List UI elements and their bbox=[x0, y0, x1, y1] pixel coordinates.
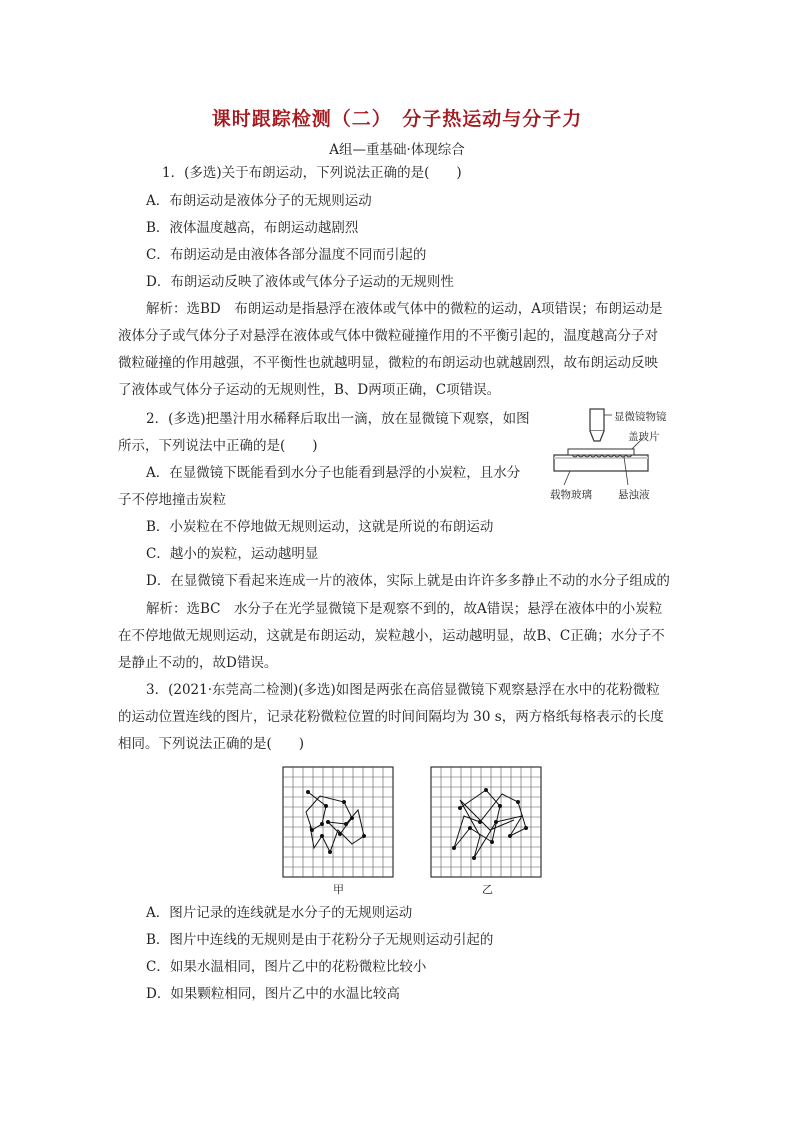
brownian-path-yi bbox=[430, 766, 542, 878]
microscope-figure bbox=[550, 405, 690, 505]
grid-figure-jia bbox=[282, 766, 394, 878]
brownian-path-jia bbox=[282, 766, 394, 878]
q2-analysis-line: 解析：选BC 水分子在光学显微镜下是观察不到的，故A错误；悬浮在液体中的小炭粒 bbox=[146, 601, 663, 617]
q2-option-a-cont: 子不停地撞击炭粒 bbox=[118, 492, 226, 508]
slide-label: 载物玻璃 bbox=[550, 489, 592, 501]
q1-stem: 1．(多选)关于布朗运动，下列说法正确的是( ) bbox=[162, 165, 462, 181]
q2-analysis-line: 在不停地做无规则运动，这就是布朗运动，炭粒越小，运动越明显，故B、C正确；水分子不 bbox=[118, 628, 665, 644]
q2-stem-line: 2．(多选)把墨汁用水稀释后取出一滴，放在显微镜下观察，如图 bbox=[146, 411, 530, 427]
q3-stem-line: 的运动位置连线的图片，记录花粉微粒位置的时间间隔均为 30 s，两方格纸每格表示的长度 bbox=[118, 709, 664, 725]
grid-label-jia: 甲 bbox=[333, 883, 344, 896]
grid-label-yi: 乙 bbox=[482, 883, 493, 896]
grid-figure-yi bbox=[430, 766, 542, 878]
q2-option-a: A．在显微镜下既能看到水分子也能看到悬浮的小炭粒，且水分 bbox=[146, 465, 521, 481]
suspension-label: 悬浊液 bbox=[618, 489, 650, 501]
q2-option-c: C．越小的炭粒，运动越明显 bbox=[146, 546, 319, 562]
q2-stem-line: 所示，下列说法中正确的是( ) bbox=[118, 438, 318, 454]
q3-option-a: A．图片记录的连线就是水分子的无规则运动 bbox=[146, 905, 413, 921]
q3-option-b: B．图片中连线的无规则是由于花粉分子无规则运动引起的 bbox=[146, 932, 494, 948]
q3-option-c: C．如果水温相同，图片乙中的花粉微粒比较小 bbox=[146, 959, 427, 975]
q2-option-b: B．小炭粒在不停地做无规则运动，这就是所说的布朗运动 bbox=[146, 519, 494, 535]
q1-option-b: B．液体温度越高，布朗运动越剧烈 bbox=[146, 220, 359, 236]
q2-analysis-line: 是静止不动的，故D错误。 bbox=[118, 655, 278, 671]
q1-analysis-line: 解析：选BD 布朗运动是指悬浮在液体或气体中的微粒的运动，A项错误；布朗运动是 bbox=[146, 301, 663, 317]
q3-stem-line: 3．(2021·东莞高二检测)(多选)如图是两张在高倍显微镜下观察悬浮在水中的花粉微粒 bbox=[146, 682, 660, 698]
objective-label: 显微镜物镜 bbox=[614, 411, 667, 423]
q1-analysis-line: 微粒碰撞的作用越强，不平衡性也就越明显，微粒的布朗运动也就越剧烈，故布朗运动反映 bbox=[118, 355, 658, 371]
section-subtitle: A组—重基础·体现综合 bbox=[329, 142, 465, 158]
page-title: 课时跟踪检测（二） 分子热运动与分子力 bbox=[211, 108, 583, 130]
q2-option-d: D．在显微镜下看起来连成一片的液体，实际上就是由许许多多静止不动的水分子组成的 bbox=[146, 573, 670, 589]
q3-option-d: D．如果颗粒相同，图片乙中的水温比较高 bbox=[146, 986, 400, 1002]
q1-analysis-line: 液体分子或气体分子对悬浮在液体或气体中微粒碰撞作用的不平衡引起的，温度越高分子对 bbox=[118, 328, 658, 344]
cover-glass-label: 盖玻片 bbox=[628, 431, 660, 443]
q1-option-a: A．布朗运动是液体分子的无规则运动 bbox=[146, 193, 372, 209]
q1-option-c: C．布朗运动是由液体各部分温度不同而引起的 bbox=[146, 247, 427, 263]
q1-option-d: D．布朗运动反映了液体或气体分子运动的无规则性 bbox=[146, 274, 454, 290]
q3-stem-line: 相同。下列说法正确的是( ) bbox=[118, 736, 305, 752]
q1-analysis-line: 了液体或气体分子运动的无规则性，B、D两项正确，C项错误。 bbox=[118, 382, 501, 398]
